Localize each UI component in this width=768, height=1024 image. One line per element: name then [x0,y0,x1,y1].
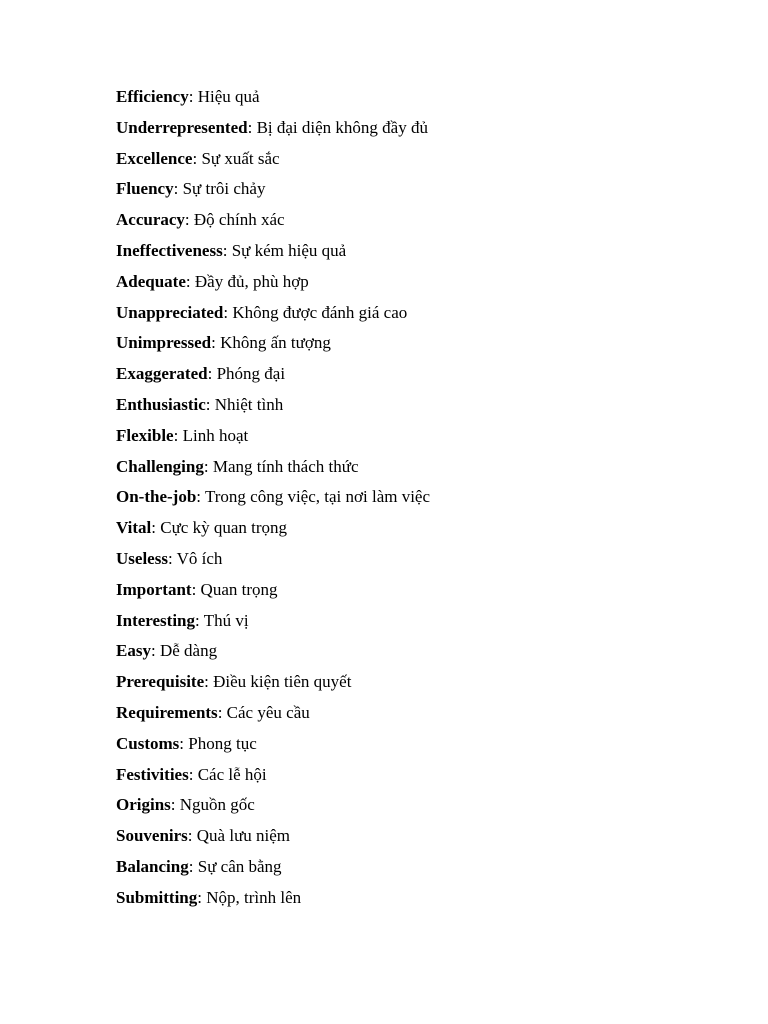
vocab-meaning: Các yêu cầu [226,702,310,722]
vocab-entry: Accuracy: Độ chính xác [116,210,285,230]
vocab-entry: Easy: Dễ dàng [116,641,218,661]
vocab-meaning: Sự cân bằng [197,856,282,876]
vocab-meaning: Bị đại diện không đầy đủ [256,117,428,137]
vocab-term: Fluency [116,179,174,199]
vocab-meaning: Phong tục [188,733,257,753]
vocab-entry: Origins: Nguồn gốc [116,795,255,815]
vocab-entry: Unimpressed: Không ấn tượng [116,333,331,353]
vocab-entry: Useless: Vô ích [116,548,223,568]
vocab-term: Important [116,579,192,599]
vocab-entry: Challenging: Mang tính thách thức [116,456,359,476]
vocab-entry: Souvenirs: Quà lưu niệm [116,826,291,846]
vocab-entry: Festivities: Các lễ hội [116,764,267,784]
vocab-meaning: Quan trọng [200,579,278,599]
vocab-term: Balancing [116,856,189,876]
vocab-term: Souvenirs [116,826,188,846]
vocab-term: Underrepresented [116,117,248,137]
vocab-meaning: Mang tính thách thức [212,456,359,476]
vocab-meaning: Nộp, trình lên [206,887,302,907]
vocab-term: Challenging [116,456,204,476]
vocab-term: Unimpressed [116,333,212,353]
vocab-meaning: Các lễ hội [197,764,267,784]
vocab-term: Submitting [116,887,198,907]
vocab-entry: Flexible: Linh hoạt [116,425,249,445]
vocab-entry: Fluency: Sự trôi chảy [116,179,266,199]
vocab-term: Flexible [116,425,174,445]
vocab-meaning: Sự trôi chảy [182,179,266,199]
vocab-term: Prerequisite [116,672,205,692]
vocab-term: Origins [116,795,171,815]
vocab-meaning: Vô ích [176,548,223,568]
vocab-term: Customs [116,733,180,753]
vocab-entry: Balancing: Sự cân bằng [116,856,282,876]
vocab-meaning: Linh hoạt [182,425,249,445]
vocab-meaning: Quà lưu niệm [196,826,291,846]
vocab-entry: Efficiency: Hiệu quả [116,87,260,106]
vocab-meaning: Trong công việc, tại nơi làm việc [204,487,431,507]
vocab-meaning: Độ chính xác [193,210,285,230]
vocab-meaning: Không ấn tượng [220,333,331,353]
vocab-meaning: Điều kiện tiên quyết [213,672,352,692]
vocab-entry: Ineffectiveness: Sự kém hiệu quả [116,240,347,260]
vocab-entry: Adequate: Đầy đủ, phù hợp [116,271,309,291]
vocab-meaning: Dễ dàng [159,641,218,661]
vocabulary-list [116,84,430,916]
vocab-entry: Vital: Cực kỳ quan trọng [116,518,288,538]
vocab-entry: Unappreciated: Không được đánh giá cao [116,302,408,322]
vocab-term: Useless [116,548,168,568]
vocab-term: Exaggerated [116,364,208,384]
vocab-entry: Submitting: Nộp, trình lên [116,887,302,907]
vocab-term: Ineffectiveness [116,240,223,260]
vocab-entry: Important: Quan trọng [116,579,278,599]
vocab-term: Vital [116,518,152,538]
vocab-term: Easy [116,641,151,661]
vocab-meaning: Phóng đại [216,364,286,384]
vocab-term: Requirements [116,702,218,722]
vocab-entry: On-the-job: Trong công việc, tại nơi làm việc [116,487,431,507]
vocab-entry: Requirements: Các yêu cầu [116,702,310,722]
vocab-meaning: Thú vị [203,610,249,630]
vocab-meaning: Nguồn gốc [179,795,255,815]
vocab-entry: Excellence: Sự xuất sắc [116,148,280,168]
vocab-term: Interesting [116,610,196,630]
vocab-term: On-the-job [116,487,197,507]
vocab-meaning: Sự xuất sắc [201,148,280,168]
vocab-entry: Underrepresented: Bị đại diện không đầy đủ [116,117,428,137]
vocab-term: Adequate [116,271,186,291]
vocab-meaning: Nhiệt tình [214,394,284,414]
vocab-meaning: Không được đánh giá cao [232,302,408,322]
vocab-entry: Enthusiastic: Nhiệt tình [116,394,284,414]
vocab-entry: Prerequisite: Điều kiện tiên quyết [116,672,352,692]
vocab-entry: Interesting: Thú vị [116,610,249,630]
vocab-term: Accuracy [116,210,185,230]
vocab-term: Unappreciated [116,302,224,322]
vocab-meaning: Đầy đủ, phù hợp [194,271,309,291]
vocab-entry: Customs: Phong tục [116,733,257,753]
vocab-meaning: Hiệu quả [197,87,260,106]
vocab-meaning: Sự kém hiệu quả [231,240,347,260]
vocab-term: Festivities [116,764,189,784]
vocab-term: Enthusiastic [116,394,206,414]
vocab-term: Excellence [116,148,193,168]
vocab-meaning: Cực kỳ quan trọng [160,518,288,538]
vocab-entry: Exaggerated: Phóng đại [116,364,286,384]
vocab-term: Efficiency [116,87,189,106]
